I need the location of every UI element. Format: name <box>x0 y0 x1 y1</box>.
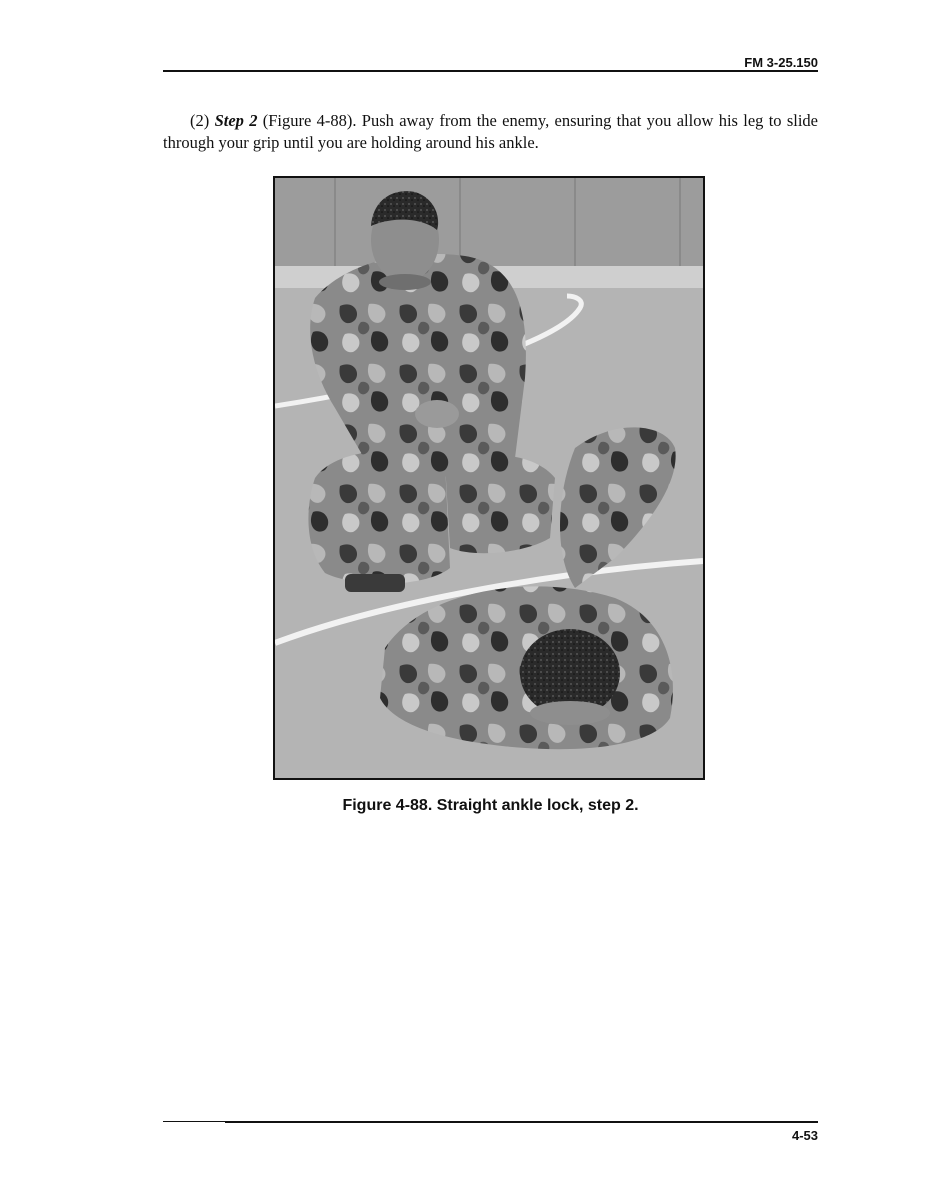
page-number: 4-53 <box>791 1128 818 1143</box>
footer-rule-left <box>163 1121 225 1122</box>
paragraph-text: (Figure 4-88). Push away from the enemy, ensuring that you allow his leg to slide through your grip until you are holding around his ankle. <box>163 111 819 152</box>
page-header-id: FM 3-25.150 <box>744 55 818 70</box>
header-rule <box>163 70 818 72</box>
wall <box>275 178 703 273</box>
photo-illustration <box>275 178 703 778</box>
step-label: Step 2 <box>214 111 258 130</box>
paragraph-number: (2) <box>190 111 210 130</box>
figure-caption: Figure 4-88. Straight ankle lock, step 2. <box>342 797 639 814</box>
footer-rule <box>225 1121 818 1123</box>
body-paragraph <box>163 110 818 154</box>
figure-photo <box>273 176 705 780</box>
